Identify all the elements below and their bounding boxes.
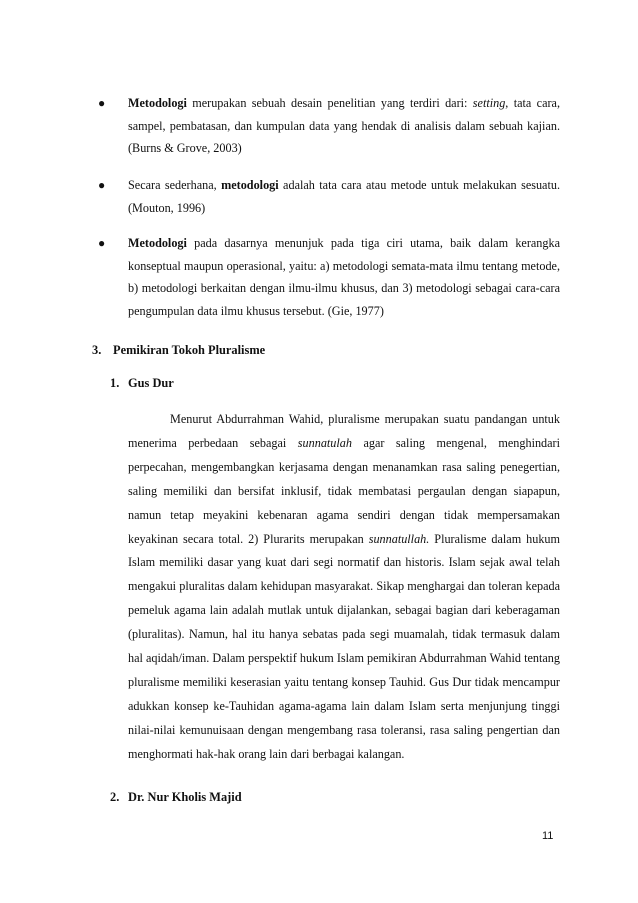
section-heading bbox=[92, 343, 265, 358]
text-run: agar saling mengenal, menghindari perpecahan, mengembangkan kerjasama dengan menanamkan rasa saling penegertian, saling memiliki dan bersifat inklusif, tidak membatasi pergaulan dengan siapapun, namun tetap meyakini kebenaran agama sendiri dengan tidak mempersamakan keyakinan secara total. 2) Plurarits merupakan bbox=[128, 435, 561, 546]
italic-term: sunnatullah. bbox=[368, 531, 430, 546]
section-number: 3. bbox=[92, 343, 102, 357]
subsection-title: Dr. Nur Kholis Majid bbox=[128, 790, 242, 804]
bullet-text bbox=[104, 92, 560, 160]
bullet-text bbox=[104, 232, 560, 322]
bullet-item bbox=[98, 174, 560, 219]
term: metodologi bbox=[221, 178, 279, 192]
subsection-number: 2. bbox=[110, 790, 120, 804]
text-run: Menurut Abdurrahman Wahid, pluralisme merupakan suatu pandangan untuk menerima perbedaan sebagai bbox=[128, 412, 560, 450]
italic-term: sunnatulah bbox=[297, 435, 352, 450]
bullet-dot-icon: ● bbox=[98, 96, 106, 110]
bullet-dot-icon: ● bbox=[98, 178, 106, 192]
text-run: Pluralisme dalam hukum Islam memiliki dasar yang kuat dari segi normatif dan historis. Islam sejak awal telah mengakui pluralitas dalam kehidupan masyarakat. Sikap menghargai dan toleran kepada pemeluk agama lain adalah mutlak untuk dijalankan, sebagai bagian dari keberagaman (pluralitas). Namun, hal itu hanya sebatas pada segi muamalah, tidak termasuk dalam hal aqidah/iman. Dalam perspektif hukum Islam pemikiran Abdurrahman Wahid tentang pluralisme memiliki keserasian yaitu tentang konsep Tauhid. Gus Dur tidak mencampur adukkan konsep ke-Tauhidan agama-agama lain dalam Islam serta menjunjung tinggi nilai-nilai kemunuisaan dengan mengembang rasa toleransi, rasa saling pengertian dan menghormati hak-hak orang lain dari berbagai kalangan. bbox=[128, 531, 561, 761]
bullet-text bbox=[104, 174, 560, 219]
italic-term: setting bbox=[472, 96, 506, 110]
bullet-dot-icon: ● bbox=[98, 236, 106, 250]
text-run: Secara sederhana, bbox=[128, 178, 222, 192]
subsection-number: 1. bbox=[110, 376, 120, 390]
subsection-title: Gus Dur bbox=[128, 376, 174, 390]
text-run: , tata cara, sampel, pembatasan, dan kumpulan data yang hendak di analisis dalam sebuah kajian. (Burns & Grove, 2003) bbox=[128, 96, 560, 156]
subsection-heading bbox=[110, 790, 242, 805]
text-run: adalah tata cara atau metode untuk melakukan sesuatu. (Mouton, 1996) bbox=[128, 178, 560, 215]
page-number: 11 bbox=[542, 830, 554, 842]
term: Metodologi bbox=[128, 96, 187, 110]
bullet-item bbox=[98, 92, 560, 160]
text-run: merupakan sebuah desain penelitian yang terdiri dari: bbox=[186, 96, 473, 110]
section-title: Pemikiran Tokoh Pluralisme bbox=[113, 343, 266, 357]
bullet-item bbox=[98, 232, 560, 322]
term: Metodologi bbox=[128, 236, 187, 250]
body-paragraph bbox=[128, 408, 560, 767]
subsection-heading bbox=[110, 376, 174, 391]
text-run: pada dasarnya menunjuk pada tiga ciri utama, baik dalam kerangka konseptual maupun operasional, yaitu: a) metodologi semata-mata ilmu tentang metode, b) metodologi berkaitan dengan ilmu-ilmu khusus, dan 3) metodologi sebagai cara-cara pengumpulan data ilmu khusus tersebut. (Gie, 1977) bbox=[128, 236, 560, 318]
